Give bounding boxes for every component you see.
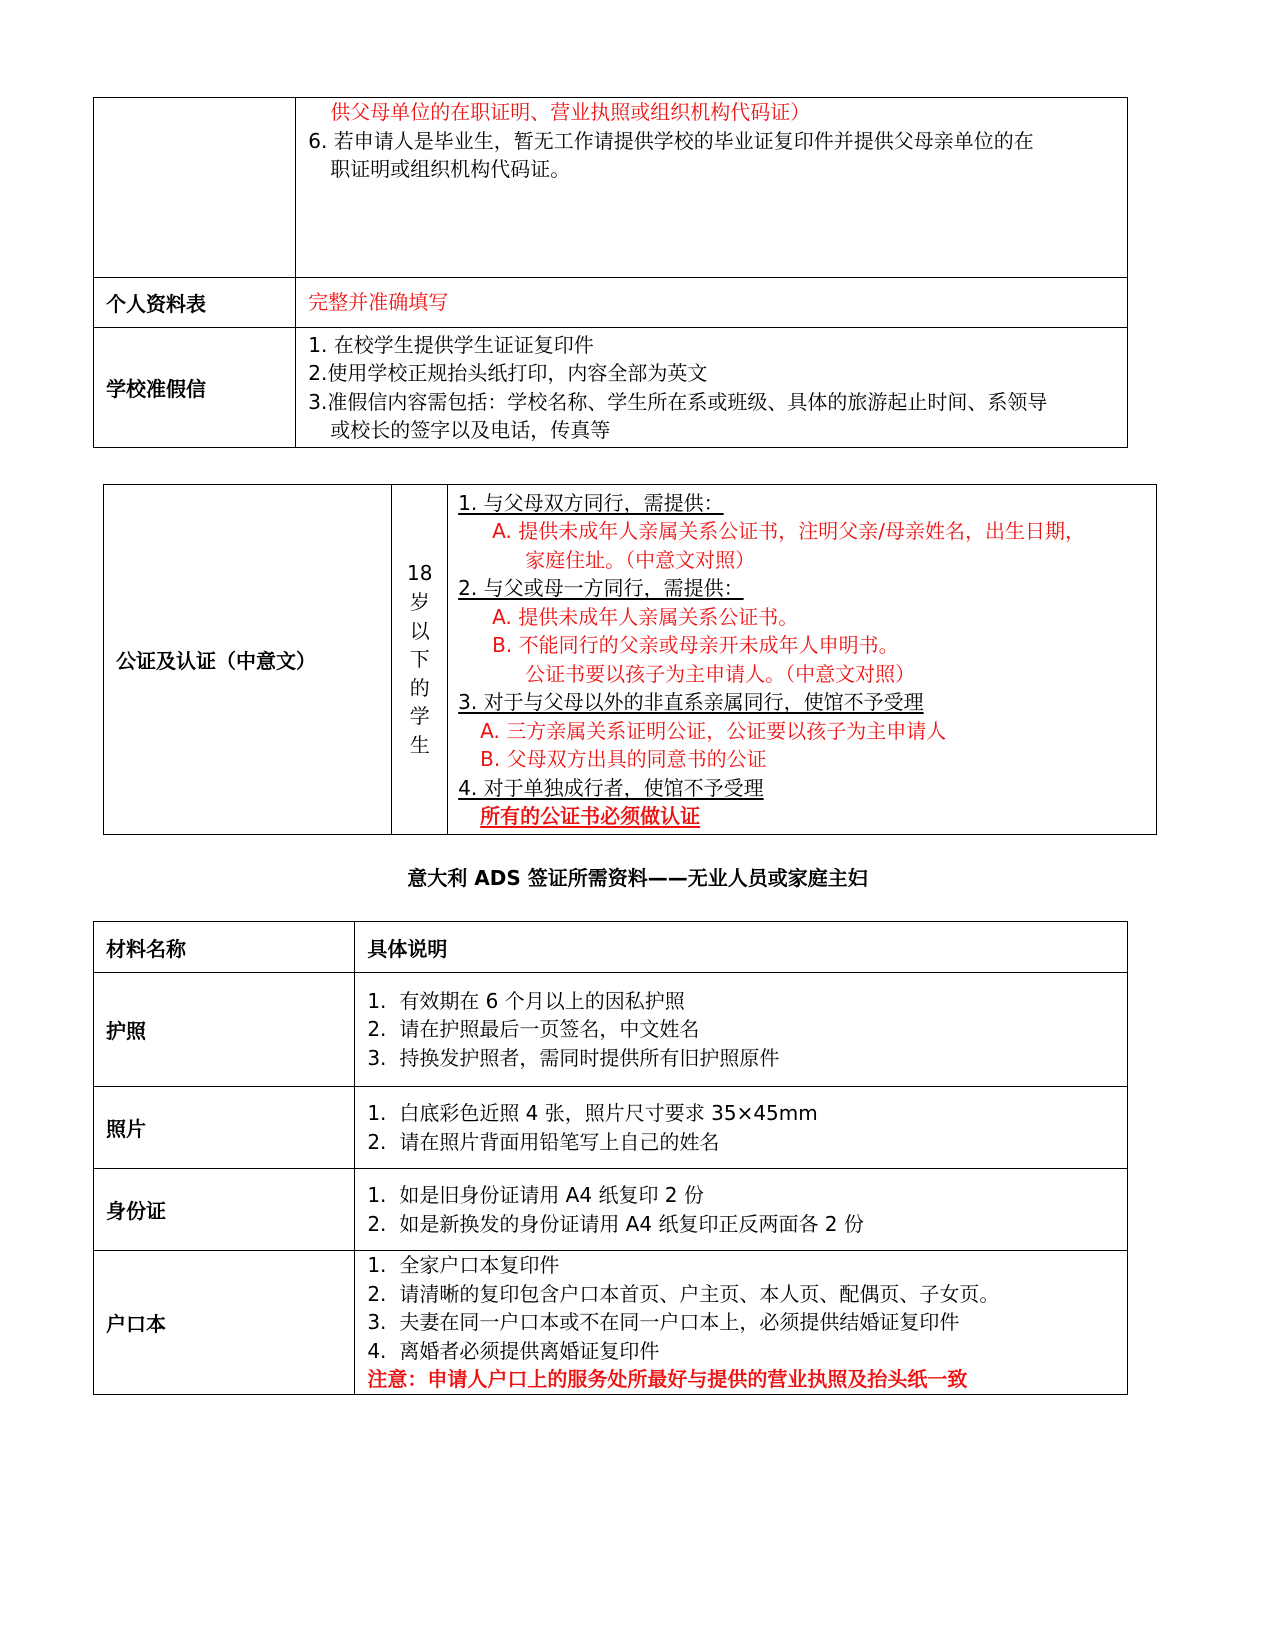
table-row [94,1251,1128,1395]
text-line: 1. 在校学生提供学生证证复印件 [308,332,594,357]
text-line: 2. 与父或母一方同行，需提供： [458,576,744,600]
row-content [296,328,1128,448]
table-row [104,485,1157,835]
text-line: 供父母单位的在职证明、营业执照或组织机构代码证） [330,100,811,124]
text-line: B. 不能同行的父亲或母亲开未成年人申明书。 [492,633,899,657]
row-content [355,1087,1128,1169]
age-char: 的 [409,675,430,700]
column-header-material: 材料名称 [94,922,355,973]
empty-label-cell [94,98,296,278]
household-note: 注意：申请人户口上的服务处所最好与提供的营业执照及抬头纸一致 [367,1367,968,1392]
notarization-details [448,485,1157,835]
age-char: 岁 [409,590,430,615]
table-row [94,1169,1128,1251]
list-item: 3. 持换发护照者，需同时提供所有旧护照原件 [367,1045,780,1070]
list-item: 1. 白底彩色近照 4 张，照片尺寸要求 35×45mm [367,1101,818,1125]
age-group-cell [392,485,448,835]
row-label: 个人资料表 [94,278,296,328]
text-line: A. 提供未成年人亲属关系公证书，注明父亲/母亲姓名，出生日期， [492,519,1085,543]
list-item: 2. 请在照片背面用铅笔写上自己的姓名 [367,1129,720,1154]
continuation-cell [296,98,1128,278]
age-char: 下 [409,647,430,672]
age-char: 18 [406,561,433,586]
table-row [94,1087,1128,1169]
row-label: 学校准假信 [94,328,296,448]
section-title: 意大利 ADS 签证所需资料——无业人员或家庭主妇 [407,866,868,890]
text-line: 6. 若申请人是毕业生，暂无工作请提供学校的毕业证复印件并提供父母亲单位的在 [308,128,1034,153]
list-item: 1. 全家户口本复印件 [367,1253,560,1278]
row-content [355,973,1128,1087]
notarization-table [103,484,1157,835]
materials-table [93,921,1128,1395]
text-line: A. 三方亲属关系证明公证，公证要以孩子为主申请人 [480,718,947,743]
text-line: 家庭住址。（中意文对照） [525,547,756,572]
row-label: 公证及认证（中意文） [104,485,392,835]
table-row [94,278,1128,328]
table-header-row [94,922,1128,973]
age-char: 生 [409,732,430,757]
list-item: 4. 离婚者必须提供离婚证复印件 [367,1338,660,1363]
text-line: 3. 对于与父母以外的非直系亲属同行，使馆不予受理 [458,690,924,714]
table-row [94,98,1128,278]
notarization-note: 所有的公证书必须做认证 [480,804,701,828]
list-item: 1. 有效期在 6 个月以上的因私护照 [367,988,685,1013]
text-line: 或校长的签字以及电话，传真等 [330,418,611,442]
text-line: 3.准假信内容需包括：学校名称、学生所在系或班级、具体的旅游起止时间、系领导 [308,389,1048,414]
list-item: 3. 夫妻在同一户口本或不在同一户口本上，必须提供结婚证复印件 [367,1310,960,1335]
text-line: B. 父母双方出具的同意书的公证 [480,747,767,771]
table-row [94,973,1128,1087]
text-line: 4. 对于单独成行者，使馆不予受理 [458,775,764,800]
column-header-details: 具体说明 [355,922,1128,973]
list-item: 2. 请在护照最后一页签名，中文姓名 [367,1017,700,1042]
text-line: 职证明或组织机构代码证。 [330,157,571,181]
text-line: 1. 与父母双方同行，需提供： [458,490,724,515]
age-char: 以 [409,618,430,643]
age-char: 学 [409,704,430,729]
text-line: A. 提供未成年人亲属关系公证书。 [492,604,799,629]
row-label: 户口本 [94,1251,355,1395]
text-line: 2.使用学校正规抬头纸打印，内容全部为英文 [308,361,708,385]
list-item: 1. 如是旧身份证请用 A4 纸复印 2 份 [367,1183,704,1207]
row-content [355,1169,1128,1251]
row-label: 照片 [94,1087,355,1169]
row-label: 护照 [94,973,355,1087]
text-line: 公证书要以孩子为主申请人。（中意文对照） [525,661,916,686]
table-row [94,328,1128,448]
list-item: 2. 如是新换发的身份证请用 A4 纸复印正反两面各 2 份 [367,1211,864,1236]
row-content: 完整并准确填写 [296,278,1128,328]
row-content [355,1251,1128,1395]
list-item: 2. 请清晰的复印包含户口本首页、户主页、本人页、配偶页、子女页。 [367,1281,1000,1306]
requirements-table-top [93,97,1128,448]
row-label: 身份证 [94,1169,355,1251]
